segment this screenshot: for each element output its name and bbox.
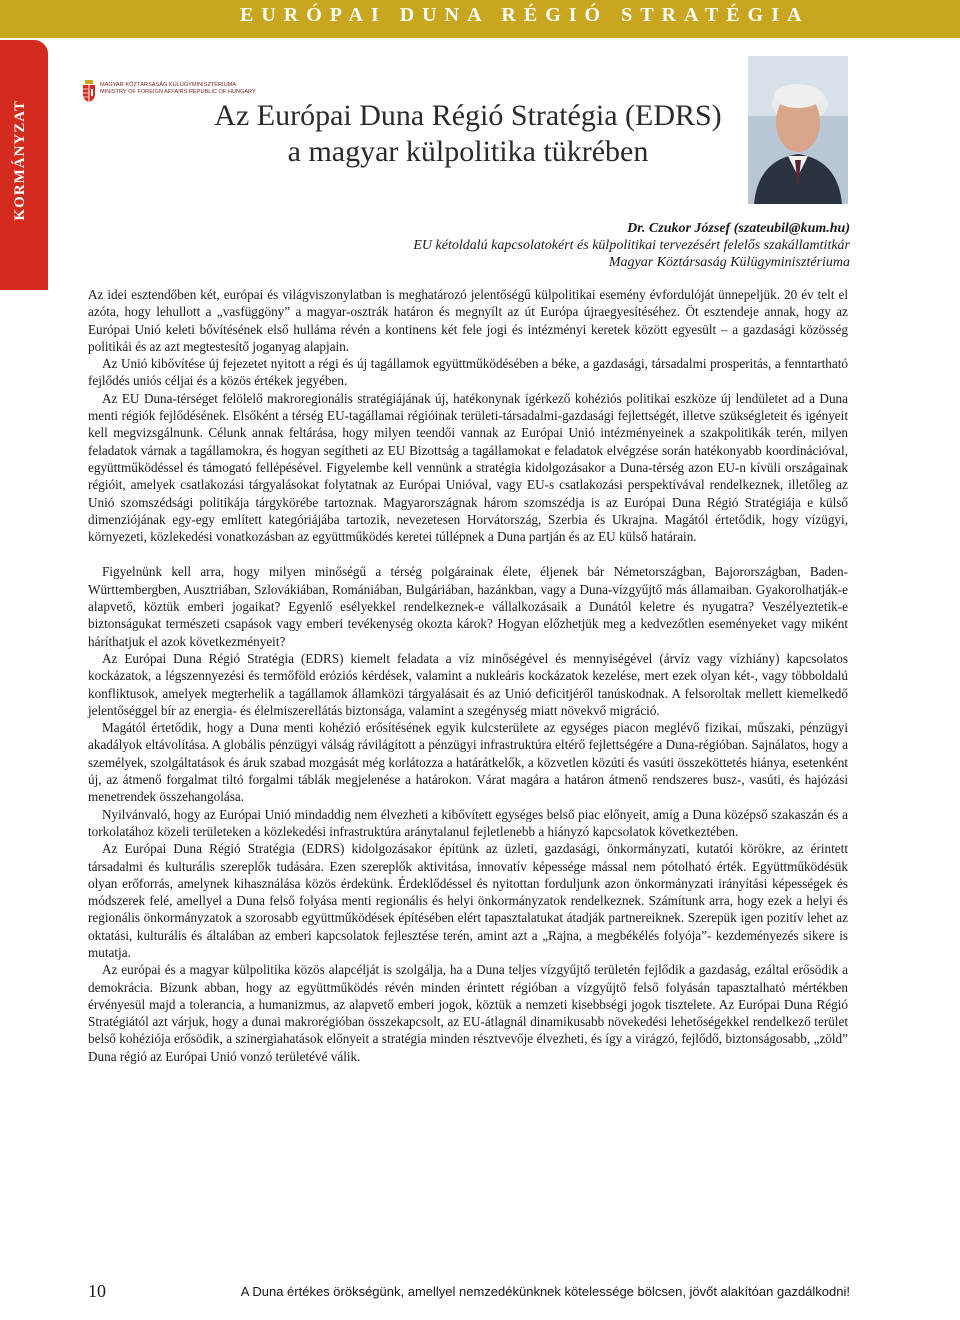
paragraph: Figyelnünk kell arra, hogy milyen minőségű a térség polgárainak élete, éljenek bár Németországban, Bajorországban, Baden-Württembergben, Ausztriában, Szlovákiában, Romániában, Bulgáriában, hazánkban, vagy a Duna-vízgyűjtő más államaiban. Gyakorolhatják-e alapvető, köztük emberi jogaikat? Egyenlő esélyekkel rendelkeznek-e vállalkozásaik a Dunától keletre és nyugatra? Veszélyeztetik-e biztonságukat természeti csapások vagy emberi tevékenység okozta károk? Hogyan előzhetjük meg a kedvezőtlen eseményeket vagy miként háríthatjuk el azok következményeit? — [88, 564, 848, 649]
hungarian-coat-of-arms-icon — [82, 80, 96, 102]
author-block — [413, 220, 850, 271]
author-portrait — [748, 56, 848, 204]
author-name: Dr. Czukor József (szateubil@kum.hu) — [627, 221, 850, 236]
paragraph: Az Európai Duna Régió Stratégia (EDRS) kidolgozásakor építünk az üzleti, gazdasági, önkormányzati, kutatói körökre, az érintett társadalmi és kulturális szereplők tudására. Ezen szereplők aktivitása, innovatív képessége mással nem pótolható érték. Együttműködésük olyan erőforrás, amelynek kihasználása közös érdekünk. Érdeklődéssel és nyitottan forduljunk azon önkormányzati irányítási képességek és módszerek felé, amellyel a Duna felső folyása menti regionális és helyi önkormányzatok rendelkeznek. Számítunk arra, hogy ezek a helyi és regionális önkormányzatok a szorosabb együttműködések építésében elért tapasztalatukat átadják partnereiknek. Szerepük igen pozitív lehet az oktatási, kulturális és általában az emberi kapcsolatok fejlesztése terén, amint azt a „Rajna, a megbékélés folyója”- kezdeményezés sikere is mutatja. — [88, 841, 848, 960]
section-side-tab — [0, 40, 48, 290]
article-title-line-2: a magyar külpolitika tükrében — [287, 135, 649, 168]
header-band — [0, 0, 960, 38]
page-number: 10 — [88, 1281, 106, 1301]
paragraph: Magától értetődik, hogy a Duna menti kohézió erősítésének egyik kulcsterülete az egységes piacon meglévő fizikai, műszaki, pénzügyi akadályok eltávolítása. A globális pénzügyi válság rávilágított a pénzügyi infrastruktúra eltérő fejlettségére a Duna-régióban. Sajnálatos, hogy a személyek, szolgáltatások és áruk szabad mozgását még korlátozza a határátkelők, a közvetlen közúti és vasúti összeköttetés hiánya, esetenként új, az átmenő forgalmat tiltó forgalmi táblák megjelenése a határokon. Várat magára a határon átmenő rendszeres busz-, vasúti, és hajózási menetrendek összehangolása. — [88, 720, 848, 805]
author-role: EU kétoldalú kapcsolatokért és külpolitikai tervezésért felelős szakállamtitkár — [413, 238, 850, 253]
footer-motto: A Duna értékes örökségünk, amellyel nemzedékünknek kötelessége bölcsen, jövőt alakítóan gazdálkodni! — [240, 1284, 850, 1299]
paragraph: Az Unió kibővítése új fejezetet nyitott a régi és új tagállamok együttműködésében a béke, a gazdasági, társadalmi prosperitás, a fenntartható fejlődés uniós céljai és a közös értékek jegyében. — [88, 356, 848, 389]
article-title-line-1: Az Európai Duna Régió Stratégia (EDRS) — [214, 99, 722, 132]
article-body — [88, 286, 848, 1065]
section-gap — [88, 545, 848, 563]
author-organization: Magyar Köztársaság Külügyminisztériuma — [608, 255, 850, 270]
section-side-tab-label: KORMÁNYZAT — [12, 100, 28, 221]
ministry-logo-text — [100, 82, 256, 95]
ministry-logo-line-en: MINISTRY OF FOREIGN AFFAIRS REPUBLIC OF HUNGARY — [100, 88, 256, 95]
paragraph: Nyilvánvaló, hogy az Európai Unió mindaddig nem élvezheti a kibővített egységes belső piac előnyeit, amíg a Duna középső szakaszán és a torkolatához közeli területeken a közlekedési infrastruktúra aránytalanul fejletlenebb a hiányzó kapcsolatok következtében. — [88, 806, 848, 839]
paragraph: Az európai és a magyar külpolitika közös alapcélját is szolgálja, ha a Duna teljes vízgyűjtő területén fejlődik a gazdaság, ezáltal erősödik a demokrácia. Bízunk abban, hogy az együttműködés révén minden érintett régióban a vízgyűjtő felső folyásán tapasztalható mértékben érvényesül majd a tolerancia, a humanizmus, az alapvető emberi jogok, köztük a nemzeti kisebbségi jogok tisztelete. Az Európai Duna Régió Stratégiától azt várjuk, hogy a dunai makrorégióban összekapcsolt, az EU-átlagnál dinamikusabb növekedési lehetőségekkel rendelkező terület belső kohéziója erősödik, a szinergiahatások előnyeit a stratégia minden résztvevője élvezheti, és így a virágzó, fejlődő, biztonságosabb, „zöld” Duna régió az Európai Unió vonzó területévé válik. — [88, 962, 848, 1064]
paragraph: Az EU Duna-térséget felölelő makroregionális stratégiájának új, hatékonynak ígérkező kohéziós politikai eszköze új lendületet ad a Duna menti régiók fejlődésének. Elsőként a térség EU-tagállamai régióinak területi-társadalmi-gazdasági fejlettségét, illetve szükségleteit és igényeit kell megvizsgálnunk. Célunk annak feltárása, hogy milyen teendői vannak az Európai Unió intézményeinek a szakpolitikák terén, milyen feladatok várnak a tagállamokra, és hogyan segítheti az EU Bizottság a tagállamokat e feladatok elvégzése során hatékonyabb koordinációval, együttműködéssel és támogató fellépésével. Figyelembe kell vennünk a stratégia kidolgozásakor a Duna-térség azon EU-n kívüli országainak régióit, amelyek csatlakozási tárgyalásokat folytatnak az Európai Unióval, vagy EU-s csatlakozási perspektívával rendelkeznek, illetőleg az Unió szomszédsági politikája tárgykörébe tartoznak. Magyarországnak három szomszédja is az Európai Duna Régió Stratégiája e külső dimenziójának egy-egy említett kategóriájába tartozik, nevezetesen Horvátország, Szerbia és Ukrajna. Magától értetődik, hogy vízügyi, környezeti, közlekedési vonatkozásban az együttműködés keretei túllépnek a Duna partján és az EU külső határain. — [88, 390, 848, 545]
paragraph: Az Európai Duna Régió Stratégia (EDRS) kiemelt feladata a víz minőségével és mennyiségével (árvíz vagy vízhiány) kapcsolatos kockázatok, a légszennyezési és termőföld eróziós kérdések, valamint a nukleáris kockázatok kezelése, mert ezek olyan két-, vagy többoldalú konfliktusok, amelyek megterhelik a tagállamok államközi tárgyalásait és az Unió deficitjéről tanúskodnak. A felsoroltak mellett kiemelkedő jelentőséggel bír az energia- és élelmiszerellátás biztonsága, valamint a szegénység miatt növekvő migráció. — [88, 650, 848, 718]
article-title — [196, 98, 740, 170]
author-portrait-photo — [748, 56, 848, 204]
header-title: EURÓPAI DUNA RÉGIÓ STRATÉGIA — [240, 4, 810, 26]
ministry-logo-line-hu: MAGYAR KÖZTÁRSASÁG KÜLÜGYMINISZTÉRIUMA — [100, 82, 237, 88]
paragraph: Az idei esztendőben két, európai és világviszonylatban is meghatározó jelentőségű külpolitikai esemény évfordulóját ünnepeljük. 20 év telt el azóta, hogy lehullott a „vasfüggöny” a magyar-osztrák határon és megnyílt az út Európa újraegyesítéséhez. Öt esztendeje annak, hogy az Európai Unió keleti bővítésének első hulláma révén a kontinens két fele jogi és intézményi keretek között egyesült – a gazdasági közösség politikái és az azt megtestesítő joganyag alapjain. — [88, 287, 848, 354]
